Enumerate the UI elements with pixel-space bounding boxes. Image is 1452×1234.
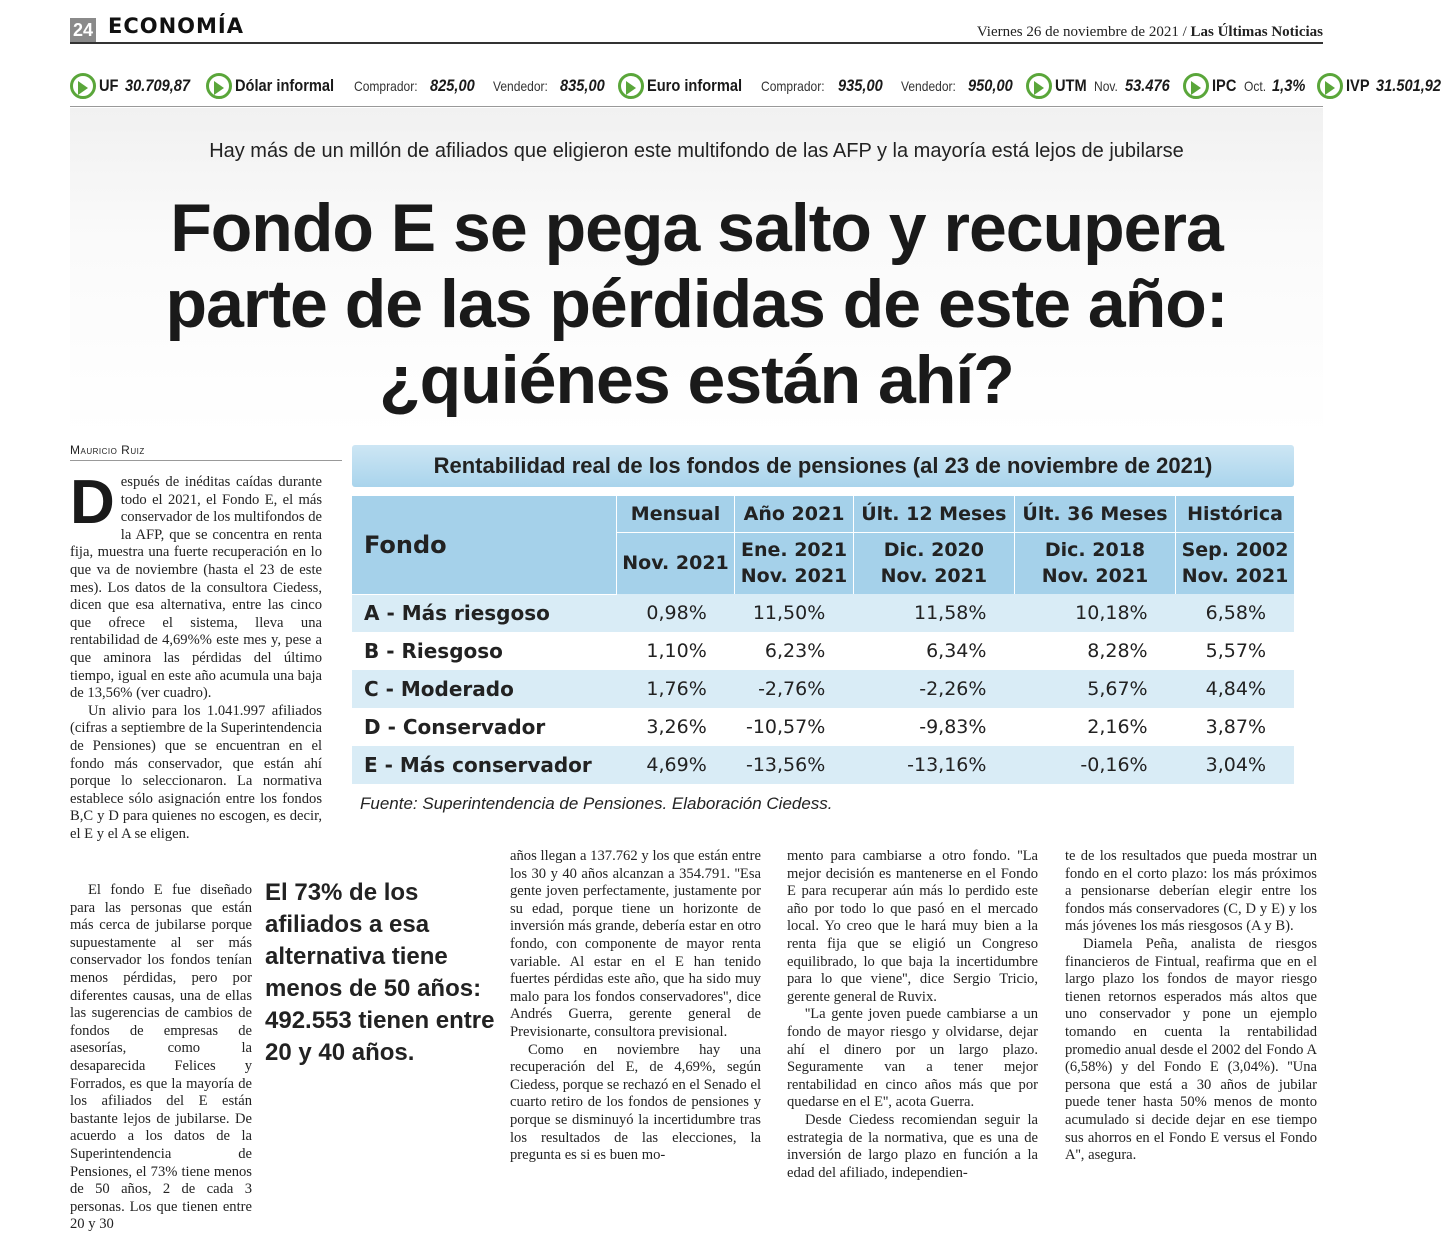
table-cell: 3,26% (616, 708, 735, 746)
euro-sell: 950,00 (967, 76, 1013, 95)
table-cell: 6,34% (853, 632, 1014, 670)
column-header: Mensual (616, 496, 735, 532)
indicators-rule (70, 106, 1323, 107)
table-cell: -2,26% (853, 670, 1014, 708)
table-cell: 2,16% (1014, 708, 1175, 746)
table-cell: 6,23% (735, 632, 854, 670)
page-number: 24 (70, 18, 96, 42)
table-cell: 10,18% (1014, 594, 1175, 632)
table-cell: 11,58% (853, 594, 1014, 632)
returns-table (352, 496, 1294, 784)
indicators-bar (70, 70, 1442, 102)
paragraph: años llegan a 137.762 y los que están entre los 30 y 40 años alcanzan a 354.791. ''Esa gente joven perfectamente, justamente por su edad, porque tiene un horizonte de inversión más grande, debería estar en otro fondo, con componente de mayor renta variable. Al estar en el E han tenido fuertes pérdidas este año, que ha sido muy malo para los fondos conservadores'', dice Andrés Guerra, gerente general de Previsionarte, consultora previsional. (510, 848, 761, 1040)
section-title: ECONOMÍA (108, 14, 244, 38)
table-cell: -0,16% (1014, 746, 1175, 784)
uf-value: 30.709,87 (124, 76, 190, 95)
fund-name: D - Conservador (352, 708, 616, 746)
indicator-euro: Euro informal Comprador: 935,00 Vendedor: 950,00 (618, 73, 1019, 99)
fund-name: E - Más conservador (352, 746, 616, 784)
arrow-right-icon (1183, 73, 1209, 99)
headline-line: Fondo E se pega salto y recupera (170, 190, 1223, 266)
table-cell: -9,83% (853, 708, 1014, 746)
indicator-ivp: IVP 31.501,92 (1317, 73, 1452, 99)
column-header: Últ. 12 Meses (853, 496, 1014, 532)
column-period: Dic. 2018 Nov. 2021 (1014, 532, 1175, 594)
table-row (352, 632, 1294, 670)
headline-line: ¿quiénes están ahí? (379, 342, 1014, 418)
fund-name: B - Riesgoso (352, 632, 616, 670)
utm-value: 53.476 (1125, 76, 1170, 95)
headline-line: parte de las pérdidas de este año: (165, 266, 1228, 342)
table-row (352, 708, 1294, 746)
paragraph: Diamela Peña, analista de riesgos financieros de Fintual, reafirma que en el largo plazo los fondos de mayor riesgo tienen retornos esperados más altos que uno conservador y pone un ejemplo tomando en cuenta la rentabilidad promedio anual desde el 2002 del Fondo A (6,58%) y del Fondo E (3,04%). ''Una persona que está a 30 años de jubilar puede tener hasta 50% menos de monto acumulado si decide dejar en ese tiempo sus ahorros en el Fondo E versus el Fondo A'', asegura. (1065, 935, 1317, 1164)
arrow-right-icon (618, 73, 644, 99)
indicator-uf: UF 30.709,87 (70, 73, 200, 99)
byline: Mauricio Ruiz (70, 443, 145, 457)
column-header: Año 2021 (735, 496, 854, 532)
date: Viernes 26 de noviembre de 2021 / (976, 24, 1187, 40)
column-header: Histórica (1176, 496, 1294, 532)
table-title: Rentabilidad real de los fondos de pensiones (al 23 de noviembre de 2021) (352, 445, 1294, 487)
indicator-ipc: IPC Oct. 1,3% (1183, 73, 1311, 99)
table-cell: -2,76% (735, 670, 854, 708)
row-header: Fondo (352, 496, 616, 594)
paragraph: El fondo E fue diseñado para las personas que están más cerca de jubilarse porque supuestamente al ser más conservador los fondos tenían menos pérdidas, pero por diferentes causas, una de ellas las sugerencias de cambios de fondos de empresas de asesorías, como la desaparecida Felices y Forrados, es que la mayoría de los afiliados del E están bastante lejos de jubilarse. De acuerdo a los datos de la Superintendencia de Pensiones, el 73% tiene menos de 50 años, 2 de cada 3 personas. Los que tienen entre 20 y 30 (70, 882, 252, 1233)
drop-cap: D (70, 468, 115, 537)
table-cell: -10,57% (735, 708, 854, 746)
paragraph: Después de inéditas caídas durante todo el 2021, el Fondo E, el más conservador de los multifondos de la AFP, que se concentra en renta fija, muestra una fuerte recuperación en lo que va de noviembre (hasta el 23 de este mes). Los datos de la consultora Ciedess, dicen que esa alternativa, entre las cinco que ofrece el sistema, lleva una rentabilidad de 4,69%% este mes y, pese a que aminora las pérdidas del último tiempo, igual en este año acumula una baja de 13,56% (ver cuadro). (70, 468, 322, 702)
column-2 (510, 848, 761, 1165)
table-cell: 8,28% (1014, 632, 1175, 670)
table-row (352, 670, 1294, 708)
column-header: Últ. 36 Meses (1014, 496, 1175, 532)
table-cell: 5,57% (1176, 632, 1294, 670)
column-3 (787, 848, 1038, 1182)
ivp-value: 31.501,92 (1376, 76, 1442, 95)
table-cell: 3,04% (1176, 746, 1294, 784)
dolar-sell: 835,00 (560, 76, 606, 95)
table-cell: 4,84% (1176, 670, 1294, 708)
paragraph: Un alivio para los 1.041.997 afiliados (cifras a septiembre de la Superintendencia de Pensiones) que se encuentran en el fondo más conservador, que están ahí porque lo seleccionaron. La normativa establece sólo asignación entre los fondos B,C y D para quienes no escogen, es decir, el E y el A se eligen. (70, 702, 322, 842)
arrow-right-icon (1026, 73, 1052, 99)
fund-name: A - Más riesgoso (352, 594, 616, 632)
indicator-utm: UTM Nov. 53.476 (1026, 73, 1178, 99)
table-cell: 4,69% (616, 746, 735, 784)
pull-quote: El 73% de los afiliados a esa alternativa tiene menos de 50 años: 492.553 tienen entre 20 y 40 años. (265, 879, 495, 1066)
arrow-right-icon (1317, 73, 1343, 99)
indicator-dolar: Dólar informal Comprador: 825,00 Vendedor: 835,00 (206, 73, 612, 99)
table-cell: 11,50% (735, 594, 854, 632)
table-cell: 5,67% (1014, 670, 1175, 708)
kicker: Hay más de un millón de afiliados que eligieron este multifondo de las AFP y la mayoría está lejos de jubilarse (209, 140, 1184, 162)
table-cell: -13,16% (853, 746, 1014, 784)
paragraph: mento para cambiarse a otro fondo. ''La mejor decisión es mantenerse en el Fondo E para recuperar aún más lo perdido este año por todo lo que pasó en el mercado local. Yo creo que le hará muy bien a la renta fija que se eligió un Congreso equilibrado, lo que baja la incertidumbre para lo que viene'', dice Sergio Tricio, gerente general de Ruvix. (787, 848, 1038, 1005)
fund-name: C - Moderado (352, 670, 616, 708)
dateline (977, 24, 1323, 41)
arrow-right-icon (206, 73, 232, 99)
table-cell: 6,58% (1176, 594, 1294, 632)
table-cell: 0,98% (616, 594, 735, 632)
paragraph: Desde Ciedess recomiendan seguir la estrategia de la normativa, que es una de inversión de largo plazo en función a la edad del afiliado, independien- (787, 1111, 1038, 1181)
column-period: Sep. 2002 Nov. 2021 (1176, 532, 1294, 594)
table-cell: 3,87% (1176, 708, 1294, 746)
byline-rule (70, 460, 342, 461)
column-period: Nov. 2021 (616, 532, 735, 594)
newspaper-name: Las Últimas Noticias (1190, 24, 1323, 40)
column-period: Dic. 2020 Nov. 2021 (853, 532, 1014, 594)
dolar-buy: 825,00 (430, 76, 476, 95)
table-cell: 1,76% (616, 670, 735, 708)
column-4 (1065, 848, 1317, 1165)
table-row (352, 594, 1294, 632)
table-row (352, 746, 1294, 784)
header-rule (70, 42, 1323, 44)
paragraph: ''La gente joven puede cambiarse a un fondo de mayor riesgo y olvidarse, dejar ahí el dinero por un largo plazo. Seguramente van a tener mejor rentabilidad en cinco años más que por quedarse en el E'', acota Guerra. (787, 1006, 1038, 1111)
headline (70, 190, 1323, 418)
table-source: Fuente: Superintendencia de Pensiones. Elaboración Ciedess. (360, 794, 833, 813)
paragraph: te de los resultados que pueda mostrar un fondo en el corto plazo: los más próximos a pensionarse deberían elegir entre los fondos más conservadores (C, D y E) y los más jóvenes los más riesgosos (A y B). (1065, 848, 1317, 935)
paragraph: Como en noviembre hay una recuperación del E, de 4,69%, según Ciedess, porque se rechazó en el Senado el cuarto retiro de los fondos de pensiones y porque se disminuyó la incertidumbre tras los resultados de las elecciones, la pregunta es si es buen mo- (510, 1041, 761, 1164)
column-1 (70, 468, 322, 843)
arrow-right-icon (70, 73, 96, 99)
euro-buy: 935,00 (837, 76, 883, 95)
table-cell: -13,56% (735, 746, 854, 784)
column-1-continued (70, 882, 252, 1234)
table-cell: 1,10% (616, 632, 735, 670)
column-period: Ene. 2021 Nov. 2021 (735, 532, 854, 594)
ipc-value: 1,3% (1272, 76, 1306, 95)
